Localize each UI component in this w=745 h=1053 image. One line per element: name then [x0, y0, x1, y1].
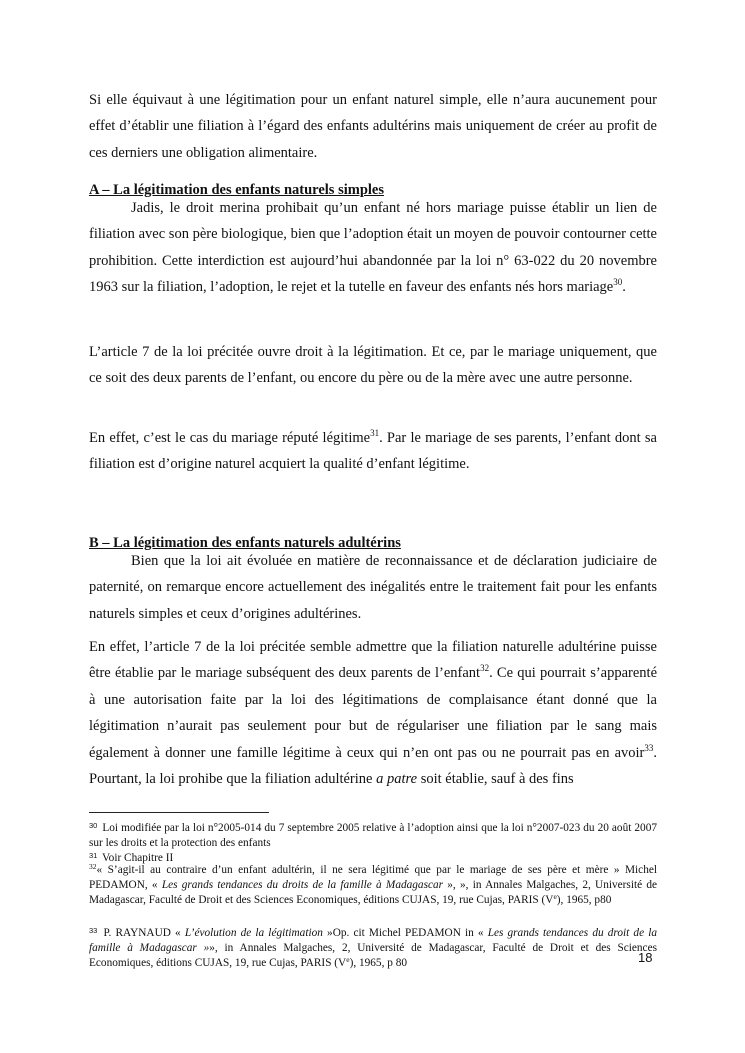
- footnote-33-italic2: Les grands tendances du droit de la famille à Madagascar »: [89, 927, 658, 954]
- footnote-33-text4: ), 1965, p 80: [349, 957, 408, 969]
- footnote-separator: [89, 812, 269, 813]
- paragraph-b2-text3: . Pourtant, la loi prohibe que la filiation adultérine: [89, 744, 657, 788]
- footnote-30-text: Loi modifiée par la loi n°2005-014 du 7 septembre 2005 relative à l’adoption ainsi que la loi n°2007-023 du 20 août 2007 sur les droits et la protection des enfants: [89, 822, 657, 849]
- paragraph-b2-text2: . Ce qui pourrait s’apparenté à une autorisation faite par la loi des légitimations de complaisance étant donné que la légitimation n’aurait pas seulement pour but de régulariser une filiation par le sang mais également à donner une famille légitime à ceux qui n’en ont pas ou ne pourrait pas en avoir: [89, 665, 658, 761]
- footnote-33-text1: P. RAYNAUD «: [99, 927, 185, 939]
- paragraph-a1-end: .: [622, 279, 626, 296]
- paragraph-a1-text: Jadis, le droit merina prohibait qu’un enfant né hors mariage puisse établir un lien de filiation avec son père biologique, bien que l’adoption était un moyen de pouvoir contourner cette prohibition. Cette interdiction est aujourd’hui abandonnée par la loi n° 63-022 du 20 novembre 1963 sur la filiation, l’adoption, le rejet et la tutelle en faveur des enfants nés hors mariage: [89, 200, 657, 296]
- footnote-30: [89, 818, 657, 851]
- paragraph-a3-text1: En effet, c’est le cas du mariage réputé légitime: [89, 430, 371, 446]
- paragraph-a1: [89, 195, 657, 301]
- footnote-31-text: Voir Chapitre II: [99, 852, 174, 864]
- paragraph-a2: L’article 7 de la loi précitée ouvre droit à la légitimation. Et ce, par le mariage uniquement, que ce soit des deux parents de l’enfant, ou encore du père ou de la mère avec une autre personne.: [89, 344, 657, 387]
- footnote-33-text2: »Op. cit Michel PEDAMON in «: [322, 927, 488, 939]
- paragraph-b2: [89, 634, 657, 792]
- footnote-33-italic1: L’évolution de la légitimation: [184, 927, 323, 939]
- footnote-ref-33: 33: [644, 742, 654, 753]
- paragraph-b2-text1: En effet, l’article 7 de la loi précitée semble admettre que la filiation naturelle adultérine puisse être établie par le mariage subséquent des deux parents de l’enfant: [89, 639, 657, 682]
- footnote-33-text3: », in Annales Malgaches, 2, Université de Madagascar, Faculté de Droit et des Sciences Economiques, éditions CUJAS, 19, rue Cujas, PARIS (V: [89, 942, 657, 969]
- footnote-32-text1: « S’agit-il au contraire d’un enfant adultérin, il ne sera légitimé que par le mariage de ses père et mère » Michel PEDAMON, «: [89, 864, 657, 891]
- footnote-33-number: 33: [89, 926, 98, 935]
- footnote-ref-30: 30: [613, 277, 623, 288]
- paragraph-intro: Si elle équivaut à une légitimation pour un enfant naturel simple, elle n’aura aucunement pour effet d’établir une filiation à l’égard des enfants adultérins mais uniquement de créer au profit de ces derniers une obligation alimentaire.: [89, 92, 657, 161]
- footnote-32: [89, 863, 657, 908]
- paragraph-b2-italic: a patre: [376, 771, 418, 788]
- section-b-heading: B – La légitimation des enfants naturels adultérins: [89, 535, 401, 551]
- footnote-32-sup: e: [553, 892, 557, 901]
- footnote-32-text2: », », in Annales Malgaches, 2, Université de Madagascar, Faculté de Droit et des Sciences Economiques, éditions CUJAS, 19, rue Cujas, PARIS (V: [89, 879, 658, 906]
- footnote-30-number: 30: [89, 821, 98, 830]
- footnote-33: [89, 923, 657, 971]
- footnote-31-number: 31: [89, 851, 98, 860]
- page-number: 18: [638, 950, 653, 965]
- paragraph-b2-text4: soit établie, sauf à des fins: [417, 771, 574, 788]
- footnote-33-sup: e: [346, 955, 350, 964]
- paragraph-a3-text2: . Par le mariage de ses parents, l’enfant dont sa filiation est d’origine naturel acquiert la qualité d’enfant légitime.: [89, 430, 657, 473]
- footnote-32-italic: Les grands tendances du droits de la famille à Madagascar: [161, 879, 444, 891]
- footnote-32-text3: ), 1965, p80: [556, 894, 612, 906]
- footnote-32-number: 32: [89, 862, 97, 871]
- section-a-heading: A – La légitimation des enfants naturels simples: [89, 182, 384, 198]
- footnote-ref-31: 31: [370, 428, 380, 438]
- footnote-ref-32: 32: [480, 663, 490, 674]
- paragraph-b1: Bien que la loi ait évoluée en matière de reconnaissance et de déclaration judiciaire de paternité, on remarque encore actuellement des inégalités entre le traitement fait pour les enfants naturels simples et ceux d’origines adultérines.: [89, 553, 657, 622]
- paragraph-a3: [89, 425, 657, 478]
